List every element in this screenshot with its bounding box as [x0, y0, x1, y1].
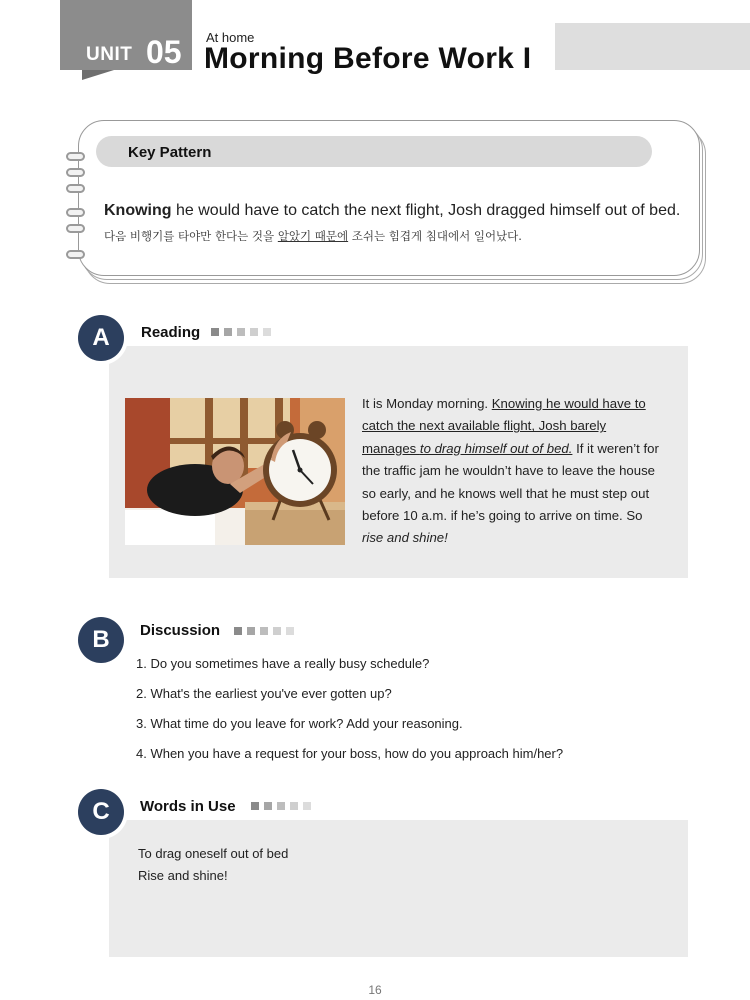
reading-italic-end: rise and shine! — [362, 530, 448, 546]
reading-plain-2: If it weren’t for the traffic jam he wouldn’t have to leave the house so early, and he knows well that he must step out before 10 a.m. if he’s going to arrive on time. So — [362, 440, 659, 524]
word-item: To drag oneself out of bed — [138, 846, 289, 861]
page-number: 16 — [368, 983, 382, 997]
reading-underlined: Knowing he would have to catch the next available flight, Josh barely manages — [362, 396, 646, 456]
discussion-squares — [234, 627, 294, 635]
key-pattern-label: Key Pattern — [128, 144, 212, 161]
words-squares — [251, 802, 311, 810]
words-panel — [109, 820, 688, 957]
reading-title: Reading — [141, 324, 201, 341]
header-subtitle: At home — [206, 30, 255, 45]
korean-after: 조쉬는 힘겹게 침대에서 일어났다. — [348, 229, 522, 243]
header-bar — [555, 23, 750, 70]
reading-text — [362, 393, 662, 550]
key-pattern-sentence-rest: he would have to catch the next flight, Josh dragged himself out of bed. — [171, 202, 681, 219]
reading-photo — [125, 398, 345, 545]
unit-tab — [82, 70, 114, 80]
words-title: Words in Use — [140, 798, 236, 815]
discussion-question: 4. When you have a request for your boss, how do you approach him/her? — [136, 746, 564, 761]
key-pattern-sentence — [104, 202, 680, 220]
reading-underlined-italic: to drag himself out of bed. — [419, 440, 573, 456]
section-b-badge: B — [78, 617, 124, 663]
reading-squares — [211, 328, 271, 336]
spiral-ring — [66, 250, 85, 259]
reading-plain-1: It is Monday morning. — [362, 396, 492, 411]
spiral-ring — [66, 168, 85, 177]
key-pattern-bold-word: Knowing — [104, 202, 172, 219]
discussion-question: 2. What's the earliest you've ever gotten up? — [136, 686, 392, 701]
key-pattern-korean — [104, 228, 522, 244]
word-item: Rise and shine! — [138, 868, 228, 883]
page-title: Morning Before Work I — [204, 42, 532, 75]
unit-number: 05 — [146, 34, 182, 70]
spiral-ring — [66, 208, 85, 217]
korean-before: 다음 비행기를 타야만 한다는 것을 — [104, 229, 278, 243]
section-c-badge: C — [78, 789, 124, 835]
alarm-clock-photo — [125, 398, 345, 545]
spiral-ring — [66, 184, 85, 193]
spiral-ring — [66, 224, 85, 233]
korean-underlined: 알았기 때문에 — [277, 229, 349, 243]
spiral-ring — [66, 152, 85, 161]
section-a-badge: A — [78, 315, 124, 361]
unit-word: UNIT — [86, 44, 133, 65]
discussion-question: 1. Do you sometimes have a really busy schedule? — [136, 656, 430, 671]
discussion-title: Discussion — [140, 622, 221, 639]
discussion-question: 3. What time do you leave for work? Add your reasoning. — [136, 716, 463, 731]
